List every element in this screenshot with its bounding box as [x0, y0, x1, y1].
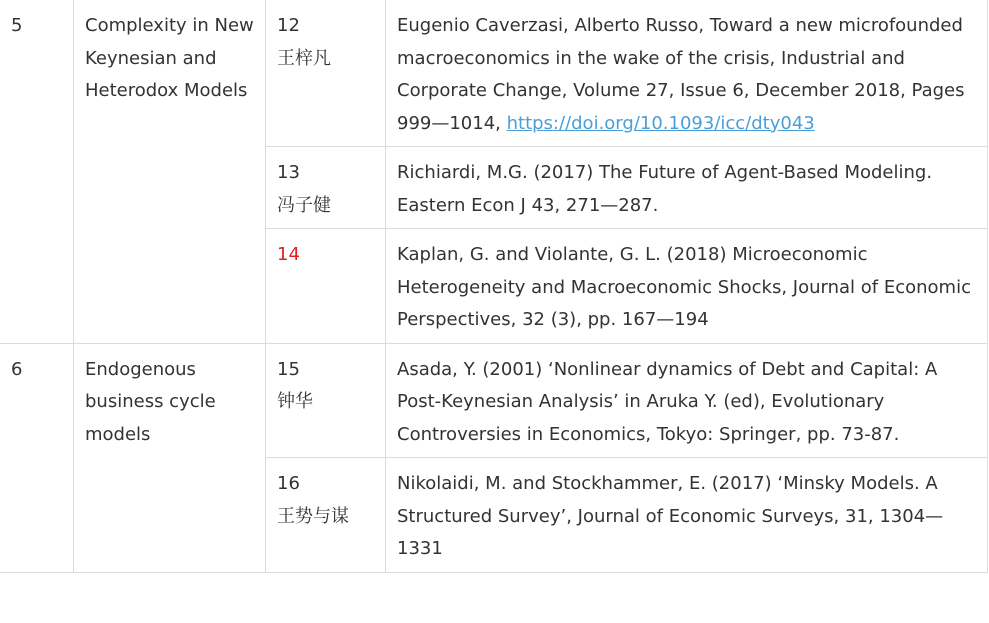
entry-id-cell [266, 229, 386, 344]
entry-id-cell [266, 343, 386, 458]
reference-text: Eugenio Caverzasi, Alberto Russo, Toward a new microfounded macroeconomics in the wake of the crisis, Industrial and Corporate Change, Volume 27, Issue 6, December 2018, Pages 999—1014, [397, 15, 965, 134]
presenter-name: 王势与谋 [277, 505, 349, 527]
entry-id: 13 [277, 162, 300, 183]
entry-id: 12 [277, 15, 300, 36]
table-row [0, 0, 988, 147]
entry-id-cell [266, 0, 386, 147]
presenter-name: 钟华 [277, 391, 313, 412]
doi-link[interactable]: https://doi.org/10.1093/icc/dty043 [506, 112, 815, 134]
reference-text: Richiardi, M.G. (2017) The Future of Agent-Based Modeling. Eastern Econ J 43, 271—287. [397, 162, 933, 216]
section-number-cell [0, 343, 74, 572]
presenter-name: 王梓凡 [277, 47, 331, 69]
topic-title: Complexity in New Keynesian and Heterodox Models [85, 15, 254, 101]
entry-id: 15 [277, 358, 300, 380]
section-number: 5 [11, 15, 23, 36]
reference-cell [386, 229, 988, 344]
presenter-name: 冯子健 [277, 194, 331, 216]
reference-text: Nikolaidi, M. and Stockhammer, E. (2017) ‘Minsky Models. A Structured Survey’, Journal of Economic Surveys, 31, 1304—1331 [397, 473, 944, 559]
reference-cell [386, 147, 988, 229]
entry-id-cell [266, 147, 386, 229]
reference-text: Kaplan, G. and Violante, G. L. (2018) Microeconomic Heterogeneity and Macroeconomic Shocks, Journal of Economic Perspectives, 32 (3), pp. 167—194 [397, 244, 971, 330]
entry-id-highlighted: 14 [277, 244, 300, 265]
topic-title: Endogenous business cycle models [85, 358, 216, 445]
reference-text: Asada, Y. (2001) ‘Nonlinear dynamics of Debt and Capital: A Post-Keynesian Analysis’ in Aruka Y. (ed), Evolutionary Controversies in Economics, Tokyo: Springer, pp. 73-87. [397, 358, 938, 445]
section-number-cell [0, 0, 74, 343]
reference-cell [386, 343, 988, 458]
reference-cell [386, 0, 988, 147]
topic-cell [74, 0, 266, 343]
entry-id-cell [266, 458, 386, 573]
entry-id: 16 [277, 473, 300, 494]
reference-cell [386, 458, 988, 573]
topic-cell [74, 343, 266, 572]
table-row [0, 343, 988, 458]
section-number: 6 [11, 358, 23, 380]
